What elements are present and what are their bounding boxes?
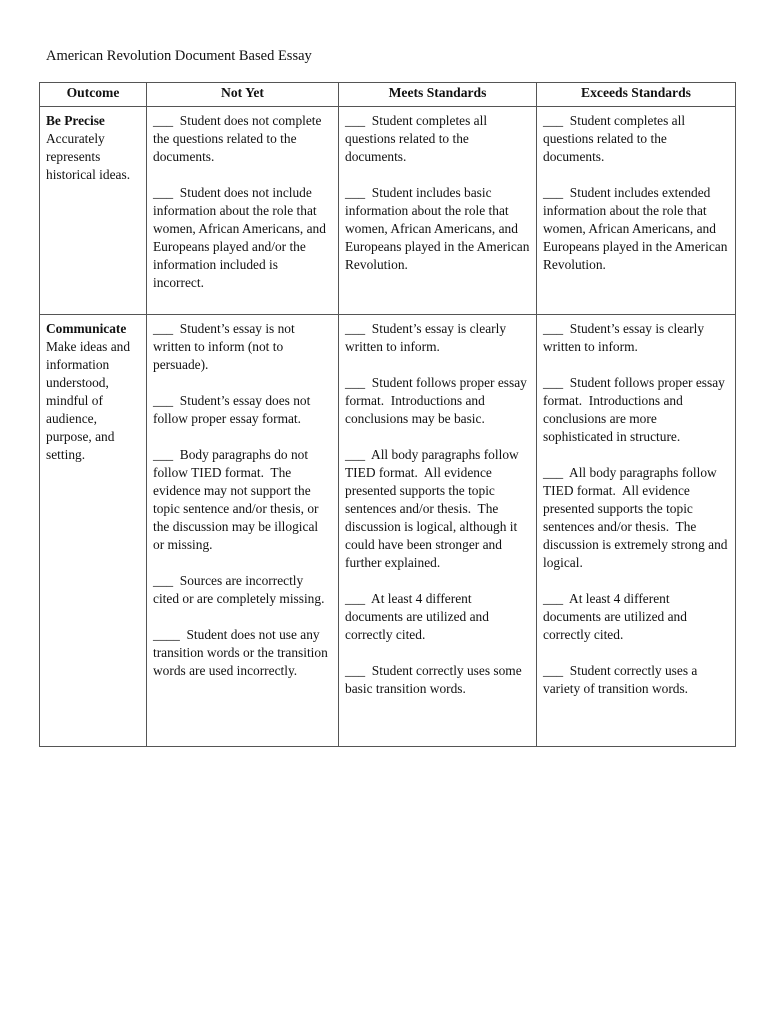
header-outcome: Outcome (40, 83, 147, 107)
criterion: ___ Student’s essay does not follow proper essay format. (153, 393, 314, 426)
not-yet-cell (147, 315, 339, 747)
rubric-table (39, 82, 736, 747)
outcome-name: Be Precise (46, 113, 105, 128)
meets-standards-cell (339, 107, 537, 315)
criterion: ___ At least 4 different documents are utilized and correctly cited. (543, 591, 691, 642)
outcome-cell (40, 315, 147, 747)
criterion: ___ Student’s essay is not written to inform (not to persuade). (153, 321, 299, 372)
not-yet-cell (147, 107, 339, 315)
criterion: ___ Student correctly uses some basic transition words. (345, 663, 526, 696)
meets-standards-cell (339, 315, 537, 747)
criterion: ___ Student completes all questions related to the documents. (345, 113, 491, 164)
outcome-cell (40, 107, 147, 315)
criterion: ___ Student’s essay is clearly written to inform. (345, 321, 510, 354)
criterion: ___ Body paragraphs do not follow TIED format. The evidence may not support the topic sentence and/or thesis, or the discussion may be illogical or missing. (153, 447, 322, 552)
outcome-name: Communicate (46, 321, 127, 336)
criterion: ___ Student completes all questions related to the documents. (543, 113, 689, 164)
criterion: ___ Student correctly uses a variety of transition words. (543, 663, 701, 696)
header-meets-standards: Meets Standards (339, 83, 537, 107)
criterion: ____ Student does not use any transition words or the transition words are used incorrectly. (153, 627, 332, 678)
criterion: ___ Student does not complete the questions related to the documents. (153, 113, 325, 164)
outcome-description: Make ideas and information understood, mindful of audience, purpose, and setting. (46, 339, 131, 462)
header-row (40, 83, 736, 107)
criterion: ___ Student does not include information about the role that women, African Americans, and Europeans played and/or the information included is incorrect. (153, 185, 330, 290)
header-not-yet: Not Yet (147, 83, 339, 107)
outcome-description: Accurately represents historical ideas. (46, 131, 131, 182)
document-title: American Revolution Document Based Essay (46, 48, 312, 64)
criterion: ___ At least 4 different documents are utilized and correctly cited. (345, 591, 493, 642)
header-exceeds-standards: Exceeds Standards (537, 83, 736, 107)
table-row-communicate (40, 315, 736, 747)
criterion: ___ Student includes basic information about the role that women, African Americans, and Europeans played in the American Revolution. (345, 185, 533, 272)
criterion: ___ Sources are incorrectly cited or are completely missing. (153, 573, 325, 606)
criterion: ___ All body paragraphs follow TIED format. All evidence presented supports the topic sentences and/or thesis. The discussion is logical, although it could have been stronger and further explained. (345, 447, 522, 570)
criterion: ___ All body paragraphs follow TIED format. All evidence presented supports the topic sentences and/or thesis. The discussion is extremely strong and logical. (543, 465, 731, 570)
exceeds-standards-cell (537, 315, 736, 747)
criterion: ___ Student’s essay is clearly written to inform. (543, 321, 708, 354)
exceeds-standards-cell (537, 107, 736, 315)
criterion: ___ Student follows proper essay format. Introductions and conclusions may be basic. (345, 375, 531, 426)
criterion: ___ Student follows proper essay format. Introductions and conclusions are more sophisticated in structure. (543, 375, 729, 444)
criterion: ___ Student includes extended information about the role that women, African Americans, and Europeans played in the American Revolution. (543, 185, 731, 272)
table-row-be-precise (40, 107, 736, 315)
